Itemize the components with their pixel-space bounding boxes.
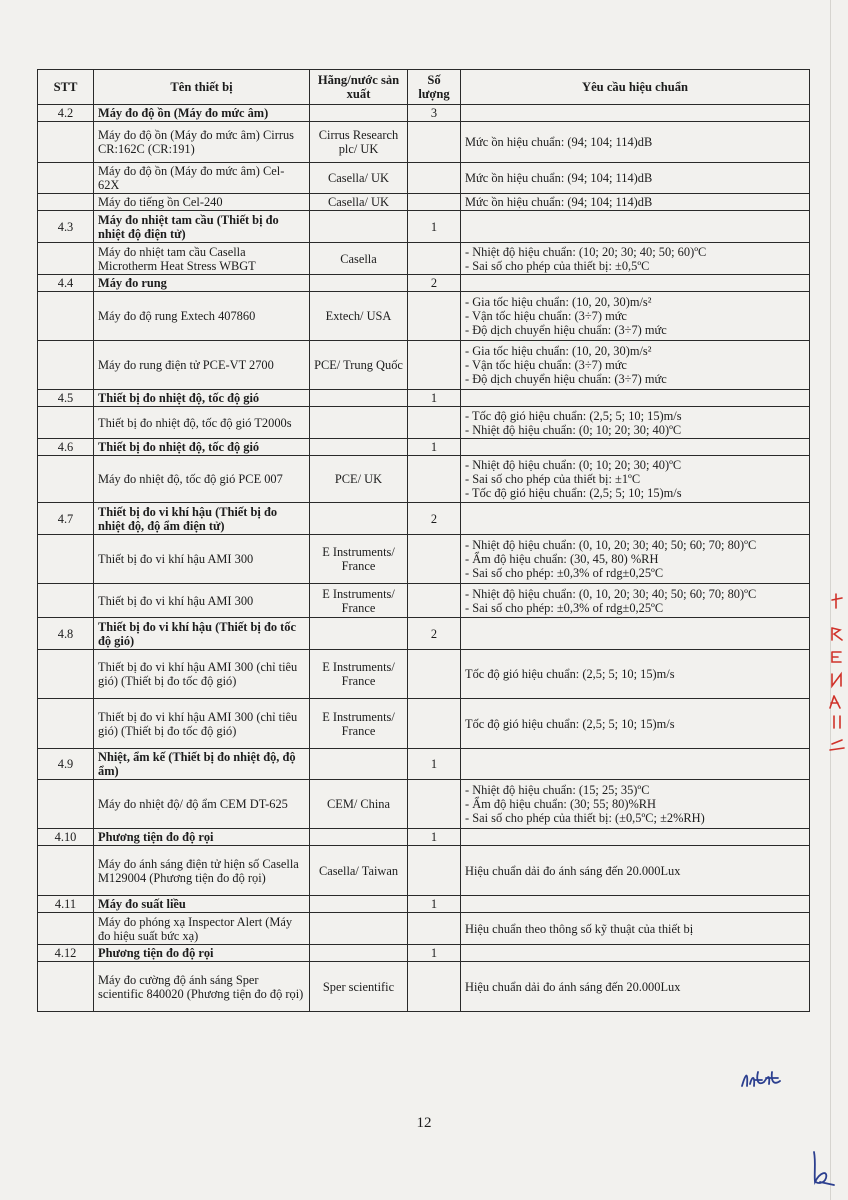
row-stt <box>38 122 94 163</box>
row-stt: 4.10 <box>38 829 94 846</box>
quantity-cell <box>408 913 461 945</box>
table-row <box>38 390 810 407</box>
manufacturer-cell: E Instruments/ France <box>310 699 408 749</box>
table-row <box>38 699 810 749</box>
group-title: Thiết bị đo vi khí hậu (Thiết bị đo tốc độ gió) <box>94 618 310 650</box>
requirement-line: - Tốc độ gió hiệu chuẩn: (2,5; 5; 10; 15)m/s <box>465 408 682 423</box>
manufacturer-cell <box>310 275 408 292</box>
quantity-cell <box>408 407 461 439</box>
device-name: Máy đo tiếng ồn Cel-240 <box>94 194 310 211</box>
table-row <box>38 194 810 211</box>
table-row <box>38 439 810 456</box>
table-row <box>38 913 810 945</box>
calibration-requirement-cell <box>461 584 810 618</box>
group-title: Thiết bị đo vi khí hậu (Thiết bị đo nhiệt độ, độ ẩm điện tử) <box>94 503 310 535</box>
manufacturer-cell: Casella <box>310 243 408 275</box>
requirement-line: - Nhiệt độ hiệu chuẩn: (0; 10; 20; 30; 40)ºC <box>465 458 682 472</box>
table-row <box>38 749 810 780</box>
quantity-cell: 2 <box>408 618 461 650</box>
calibration-requirement-cell <box>461 292 810 341</box>
handwritten-initials <box>738 1066 786 1094</box>
group-title: Máy đo suất liều <box>94 896 310 913</box>
table-row <box>38 780 810 829</box>
manufacturer-cell: CEM/ China <box>310 780 408 829</box>
quantity-cell <box>408 341 461 390</box>
requirement-line: - Độ dịch chuyển hiệu chuẩn: (3÷7) mức <box>465 372 667 386</box>
calibration-requirement-cell <box>461 407 810 439</box>
manufacturer-cell <box>310 829 408 846</box>
quantity-cell <box>408 243 461 275</box>
table-row <box>38 829 810 846</box>
quantity-cell: 1 <box>408 829 461 846</box>
requirement-line: Tốc độ gió hiệu chuẩn: (2,5; 5; 10; 15)m/s <box>465 667 675 681</box>
row-stt: 4.3 <box>38 211 94 243</box>
requirement-line: - Ẩm độ hiệu chuẩn: (30; 55; 80)%RH <box>465 797 656 811</box>
manufacturer-cell <box>310 749 408 780</box>
requirement-line: - Gia tốc hiệu chuẩn: (10, 20, 30)m/s² <box>465 344 652 358</box>
requirement-line: - Sai số cho phép: ±0,3% of rdg±0,25ºC <box>465 566 664 580</box>
table-row <box>38 962 810 1012</box>
quantity-cell: 1 <box>408 896 461 913</box>
manufacturer-cell: Sper scientific <box>310 962 408 1012</box>
row-stt: 4.7 <box>38 503 94 535</box>
quantity-cell: 1 <box>408 749 461 780</box>
margin-handwritten-mark <box>804 1148 838 1188</box>
device-name: Thiết bị đo nhiệt độ, tốc độ gió T2000s <box>94 407 310 439</box>
manufacturer-cell: PCE/ Trung Quốc <box>310 341 408 390</box>
table-row <box>38 163 810 194</box>
group-title: Phương tiện đo độ rọi <box>94 945 310 962</box>
manufacturer-cell: E Instruments/ France <box>310 584 408 618</box>
row-stt <box>38 243 94 275</box>
manufacturer-cell <box>310 105 408 122</box>
quantity-cell <box>408 292 461 341</box>
quantity-cell <box>408 962 461 1012</box>
table-row <box>38 243 810 275</box>
row-stt <box>38 194 94 211</box>
calibration-requirement-cell <box>461 341 810 390</box>
row-stt <box>38 535 94 584</box>
calibration-requirement-cell <box>461 243 810 275</box>
requirement-line: - Tốc độ gió hiệu chuẩn: (2,5; 5; 10; 15)m/s <box>465 486 682 500</box>
table-row <box>38 896 810 913</box>
requirement-line: - Nhiệt độ hiệu chuẩn: (0, 10, 20; 30; 40; 50; 60; 70; 80)ºC <box>465 586 757 601</box>
quantity-cell <box>408 163 461 194</box>
row-stt <box>38 341 94 390</box>
calibration-requirement-cell <box>461 945 810 962</box>
header-manufacturer: Hãng/nước sản xuất <box>310 70 408 105</box>
red-stamp-edge <box>826 590 848 760</box>
row-stt <box>38 292 94 341</box>
quantity-cell: 1 <box>408 211 461 243</box>
quantity-cell: 3 <box>408 105 461 122</box>
calibration-requirement-cell <box>461 846 810 896</box>
calibration-requirement-cell <box>461 780 810 829</box>
header-device-name: Tên thiết bị <box>94 70 310 105</box>
row-stt <box>38 163 94 194</box>
calibration-requirement-cell <box>461 439 810 456</box>
table-row <box>38 292 810 341</box>
manufacturer-cell <box>310 211 408 243</box>
manufacturer-cell <box>310 390 408 407</box>
quantity-cell <box>408 780 461 829</box>
row-stt: 4.8 <box>38 618 94 650</box>
calibration-requirement-cell <box>461 456 810 503</box>
calibration-requirement-cell <box>461 105 810 122</box>
row-stt: 4.6 <box>38 439 94 456</box>
manufacturer-cell <box>310 913 408 945</box>
group-title: Phương tiện đo độ rọi <box>94 829 310 846</box>
row-stt: 4.9 <box>38 749 94 780</box>
requirement-line: - Độ dịch chuyển hiệu chuẩn: (3÷7) mức <box>465 323 667 337</box>
device-name: Thiết bị đo vi khí hậu AMI 300 <box>94 535 310 584</box>
header-stt: STT <box>38 70 94 105</box>
device-name: Máy đo cường độ ánh sáng Sper scientific 840020 (Phương tiện đo độ rọi) <box>94 962 310 1012</box>
device-name: Thiết bị đo vi khí hậu AMI 300 (chỉ tiêu gió) (Thiết bị đo tốc độ gió) <box>94 650 310 699</box>
table-body <box>38 105 810 1012</box>
table-row <box>38 945 810 962</box>
table-row <box>38 407 810 439</box>
manufacturer-cell: E Instruments/ France <box>310 650 408 699</box>
requirement-line: Tốc độ gió hiệu chuẩn: (2,5; 5; 10; 15)m/s <box>465 716 675 731</box>
manufacturer-cell: Casella/ Taiwan <box>310 846 408 896</box>
table-row <box>38 211 810 243</box>
table-row <box>38 503 810 535</box>
header-calibration-requirement: Yêu cầu hiệu chuẩn <box>461 70 810 105</box>
device-name: Máy đo độ ồn (Máy đo mức âm) Cirrus CR:162C (CR:191) <box>94 122 310 163</box>
table-row <box>38 275 810 292</box>
table-row <box>38 535 810 584</box>
row-stt: 4.11 <box>38 896 94 913</box>
calibration-requirement-cell <box>461 962 810 1012</box>
requirement-line: Hiệu chuẩn dải đo ánh sáng đến 20.000Lux <box>465 863 681 878</box>
calibration-requirement-cell <box>461 503 810 535</box>
calibration-requirement-cell <box>461 535 810 584</box>
requirement-line: - Nhiệt độ hiệu chuẩn: (10; 20; 30; 40; 50; 60)ºC <box>465 244 707 259</box>
table-header-row <box>38 70 810 105</box>
quantity-cell <box>408 650 461 699</box>
row-stt <box>38 913 94 945</box>
quantity-cell <box>408 584 461 618</box>
row-stt: 4.12 <box>38 945 94 962</box>
calibration-requirement-cell <box>461 618 810 650</box>
calibration-requirement-cell <box>461 390 810 407</box>
device-name: Máy đo nhiệt độ, tốc độ gió PCE 007 <box>94 456 310 503</box>
device-name: Thiết bị đo vi khí hậu AMI 300 <box>94 584 310 618</box>
calibration-requirement-cell <box>461 211 810 243</box>
quantity-cell <box>408 535 461 584</box>
requirement-line: Hiệu chuẩn theo thông số kỹ thuật của thiết bị <box>465 921 694 936</box>
group-title: Máy đo độ ồn (Máy đo mức âm) <box>94 105 310 122</box>
calibration-equipment-table <box>37 69 810 1012</box>
quantity-cell: 1 <box>408 439 461 456</box>
device-name: Máy đo nhiệt tam cầu Casella Microtherm Heat Stress WBGT <box>94 243 310 275</box>
header-quantity: Số lượng <box>408 70 461 105</box>
device-name: Thiết bị đo vi khí hậu AMI 300 (chỉ tiêu gió) (Thiết bị đo tốc độ gió) <box>94 699 310 749</box>
group-title: Thiết bị đo nhiệt độ, tốc độ gió <box>94 439 310 456</box>
quantity-cell <box>408 194 461 211</box>
quantity-cell: 1 <box>408 390 461 407</box>
requirement-line: Mức ồn hiệu chuẩn: (94; 104; 114)dB <box>465 195 653 209</box>
requirement-line: - Sai số cho phép của thiết bị: (±0,5ºC; ±2%RH) <box>465 811 705 825</box>
requirement-line: - Ẩm độ hiệu chuẩn: (30, 45, 80) %RH <box>465 552 659 566</box>
manufacturer-cell <box>310 896 408 913</box>
table-row <box>38 650 810 699</box>
calibration-requirement-cell <box>461 896 810 913</box>
group-title: Máy đo rung <box>94 275 310 292</box>
quantity-cell <box>408 699 461 749</box>
requirement-line: - Nhiệt độ hiệu chuẩn: (15; 25; 35)ºC <box>465 783 650 797</box>
requirement-line: - Sai số cho phép: ±0,3% of rdg±0,25ºC <box>465 600 664 615</box>
requirement-line: - Nhiệt độ hiệu chuẩn: (0, 10, 20; 30; 40; 50; 60; 70; 80)ºC <box>465 538 757 552</box>
calibration-requirement-cell <box>461 829 810 846</box>
quantity-cell <box>408 456 461 503</box>
row-stt: 4.4 <box>38 275 94 292</box>
requirement-line: - Vận tốc hiệu chuẩn: (3÷7) mức <box>465 309 627 323</box>
row-stt <box>38 846 94 896</box>
calibration-requirement-cell <box>461 913 810 945</box>
device-name: Máy đo ánh sáng điện tử hiện số Casella M129004 (Phương tiện đo độ rọi) <box>94 846 310 896</box>
row-stt <box>38 962 94 1012</box>
row-stt: 4.5 <box>38 390 94 407</box>
requirement-line: Mức ồn hiệu chuẩn: (94; 104; 114)dB <box>465 135 653 149</box>
requirement-line: - Vận tốc hiệu chuẩn: (3÷7) mức <box>465 358 627 372</box>
requirement-line: Hiệu chuẩn dải đo ánh sáng đến 20.000Lux <box>465 979 681 994</box>
row-stt <box>38 407 94 439</box>
quantity-cell <box>408 846 461 896</box>
table-row <box>38 105 810 122</box>
manufacturer-cell <box>310 945 408 962</box>
manufacturer-cell <box>310 407 408 439</box>
table-row <box>38 846 810 896</box>
table-row <box>38 584 810 618</box>
manufacturer-cell: Extech/ USA <box>310 292 408 341</box>
table-row <box>38 122 810 163</box>
manufacturer-cell: Casella/ UK <box>310 194 408 211</box>
group-title: Nhiệt, ẩm kế (Thiết bị đo nhiệt độ, độ ẩm) <box>94 749 310 780</box>
row-stt <box>38 699 94 749</box>
calibration-requirement-cell <box>461 650 810 699</box>
calibration-requirement-cell <box>461 194 810 211</box>
quantity-cell <box>408 122 461 163</box>
calibration-requirement-cell <box>461 699 810 749</box>
manufacturer-cell: Cirrus Research plc/ UK <box>310 122 408 163</box>
device-name: Máy đo độ ồn (Máy đo mức âm) Cel-62X <box>94 163 310 194</box>
page-number: 12 <box>416 1115 432 1131</box>
requirement-line: - Nhiệt độ hiệu chuẩn: (0; 10; 20; 30; 40)ºC <box>465 422 682 437</box>
calibration-requirement-cell <box>461 749 810 780</box>
calibration-requirement-cell <box>461 163 810 194</box>
requirement-line: - Gia tốc hiệu chuẩn: (10, 20, 30)m/s² <box>465 295 652 309</box>
manufacturer-cell <box>310 618 408 650</box>
calibration-requirement-cell <box>461 275 810 292</box>
table-row <box>38 341 810 390</box>
calibration-requirement-cell <box>461 122 810 163</box>
manufacturer-cell: PCE/ UK <box>310 456 408 503</box>
quantity-cell: 2 <box>408 503 461 535</box>
row-stt: 4.2 <box>38 105 94 122</box>
row-stt <box>38 650 94 699</box>
group-title: Thiết bị đo nhiệt độ, tốc độ gió <box>94 390 310 407</box>
manufacturer-cell <box>310 503 408 535</box>
row-stt <box>38 584 94 618</box>
manufacturer-cell: Casella/ UK <box>310 163 408 194</box>
device-name: Máy đo nhiệt độ/ độ ẩm CEM DT-625 <box>94 780 310 829</box>
requirement-line: Mức ồn hiệu chuẩn: (94; 104; 114)dB <box>465 171 653 185</box>
group-title: Máy đo nhiệt tam cầu (Thiết bị đo nhiệt độ điện tử) <box>94 211 310 243</box>
manufacturer-cell: E Instruments/ France <box>310 535 408 584</box>
device-name: Máy đo rung điện tử PCE-VT 2700 <box>94 341 310 390</box>
row-stt <box>38 780 94 829</box>
row-stt <box>38 456 94 503</box>
requirement-line: - Sai số cho phép của thiết bị: ±0,5ºC <box>465 258 650 273</box>
table-row <box>38 456 810 503</box>
quantity-cell: 1 <box>408 945 461 962</box>
quantity-cell: 2 <box>408 275 461 292</box>
requirement-line: - Sai số cho phép của thiết bị: ±1ºC <box>465 472 641 486</box>
table-row <box>38 618 810 650</box>
device-name: Máy đo phóng xạ Inspector Alert (Máy đo hiệu suất bức xạ) <box>94 913 310 945</box>
device-name: Máy đo độ rung Extech 407860 <box>94 292 310 341</box>
manufacturer-cell <box>310 439 408 456</box>
